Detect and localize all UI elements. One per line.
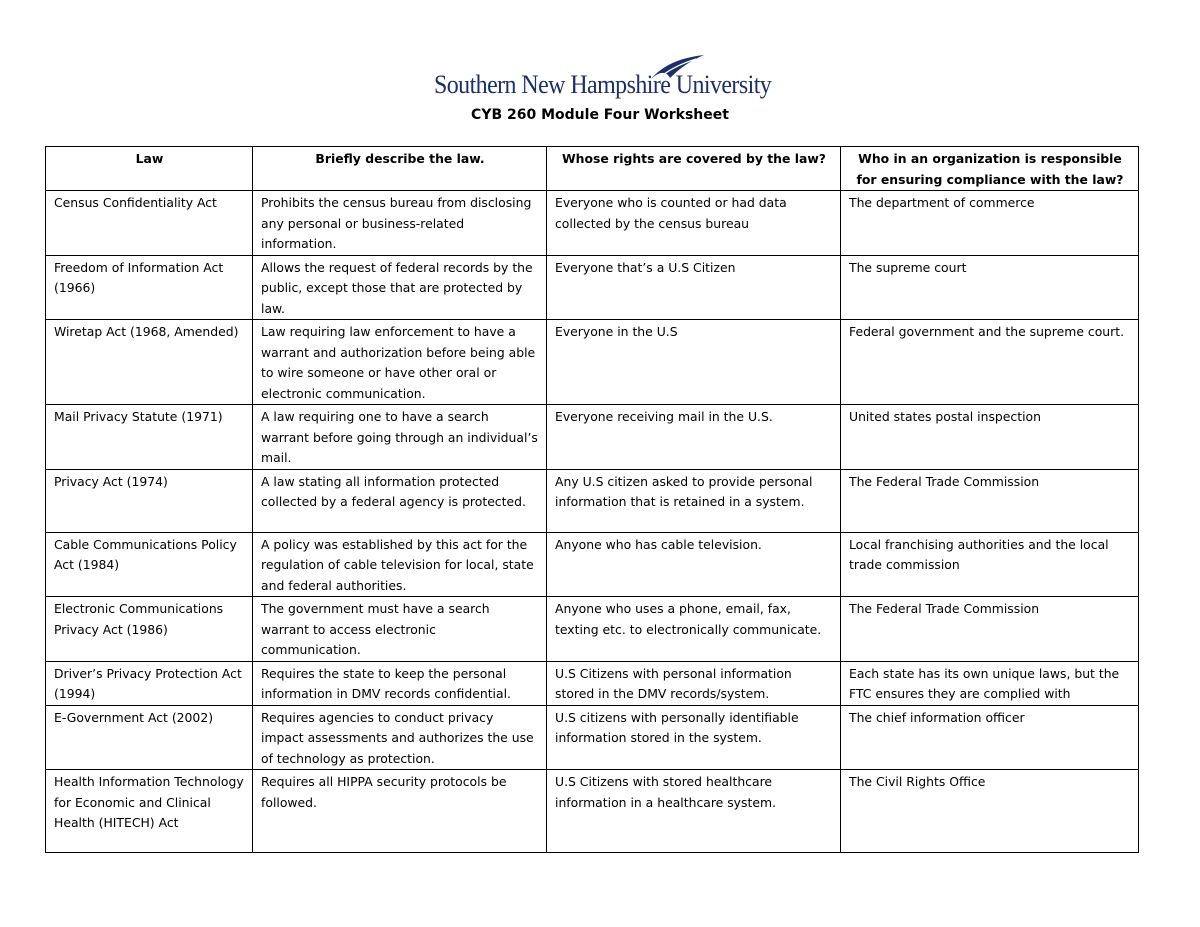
law-cell: Freedom of Information Act (1966) [46,255,253,320]
page-title: CYB 260 Module Four Worksheet [471,107,729,123]
law-cell: Mail Privacy Statute (1971) [46,405,253,470]
description-cell: Requires all HIPPA security protocols be followed. [253,770,547,853]
responsible-cell: The chief information officer [841,705,1139,770]
description-cell: A law requiring one to have a search warrant before going through an individual’s mail. [253,405,547,470]
law-cell: Privacy Act (1974) [46,469,253,532]
rights-cell: Everyone in the U.S [547,320,841,405]
rights-cell: U.S Citizens with stored healthcare information in a healthcare system. [547,770,841,853]
responsible-cell: The Civil Rights Office [841,770,1139,853]
description-cell: Allows the request of federal records by the public, except those that are protected by law. [253,255,547,320]
table-row [46,469,1139,532]
table-row [46,770,1139,853]
table-row [46,255,1139,320]
rights-cell: Anyone who uses a phone, email, fax, texting etc. to electronically communicate. [547,597,841,662]
table-row [46,405,1139,470]
rights-cell: Any U.S citizen asked to provide personal information that is retained in a system. [547,469,841,532]
column-header-law: Law [46,147,253,191]
responsible-cell: The supreme court [841,255,1139,320]
table-row [46,532,1139,597]
responsible-cell: The Federal Trade Commission [841,597,1139,662]
description-cell: Requires the state to keep the personal information in DMV records confidential. [253,661,547,705]
table-row [46,661,1139,705]
rights-cell: U.S Citizens with personal information stored in the DMV records/system. [547,661,841,705]
responsible-cell: Each state has its own unique laws, but the FTC ensures they are complied with [841,661,1139,705]
table-header-row [46,147,1139,191]
description-cell: Prohibits the census bureau from disclosing any personal or business-related information. [253,191,547,256]
rights-cell: Everyone receiving mail in the U.S. [547,405,841,470]
table-row [46,705,1139,770]
description-cell: The government must have a search warrant to access electronic communication. [253,597,547,662]
responsible-cell: Federal government and the supreme court. [841,320,1139,405]
law-cell: Electronic Communications Privacy Act (1986) [46,597,253,662]
column-header-description: Briefly describe the law. [253,147,547,191]
description-cell: A policy was established by this act for the regulation of cable television for local, state and federal authorities. [253,532,547,597]
table-row [46,320,1139,405]
law-cell: Health Information Technology for Economic and Clinical Health (HITECH) Act [46,770,253,853]
description-cell: Law requiring law enforcement to have a warrant and authorization before being able to wire someone or have other oral or electronic communication. [253,320,547,405]
law-cell: Census Confidentiality Act [46,191,253,256]
table-row [46,191,1139,256]
laws-table [45,146,1139,853]
column-header-responsible: Who in an organization is responsible for ensuring compliance with the law? [841,147,1139,191]
responsible-cell: The department of commerce [841,191,1139,256]
description-cell: A law stating all information protected collected by a federal agency is protected. [253,469,547,532]
rights-cell: U.S citizens with personally identifiable information stored in the system. [547,705,841,770]
responsible-cell: The Federal Trade Commission [841,469,1139,532]
rights-cell: Everyone who is counted or had data collected by the census bureau [547,191,841,256]
law-cell: Cable Communications Policy Act (1984) [46,532,253,597]
university-logo [434,54,774,104]
responsible-cell: United states postal inspection [841,405,1139,470]
table-row [46,597,1139,662]
law-cell: Wiretap Act (1968, Amended) [46,320,253,405]
column-header-rights: Whose rights are covered by the law? [547,147,841,191]
law-cell: Driver’s Privacy Protection Act (1994) [46,661,253,705]
logo-wordmark: Southern New Hampshire University [434,70,772,99]
responsible-cell: Local franchising authorities and the local trade commission [841,532,1139,597]
law-cell: E-Government Act (2002) [46,705,253,770]
rights-cell: Anyone who has cable television. [547,532,841,597]
description-cell: Requires agencies to conduct privacy impact assessments and authorizes the use of technology as protection. [253,705,547,770]
rights-cell: Everyone that’s a U.S Citizen [547,255,841,320]
